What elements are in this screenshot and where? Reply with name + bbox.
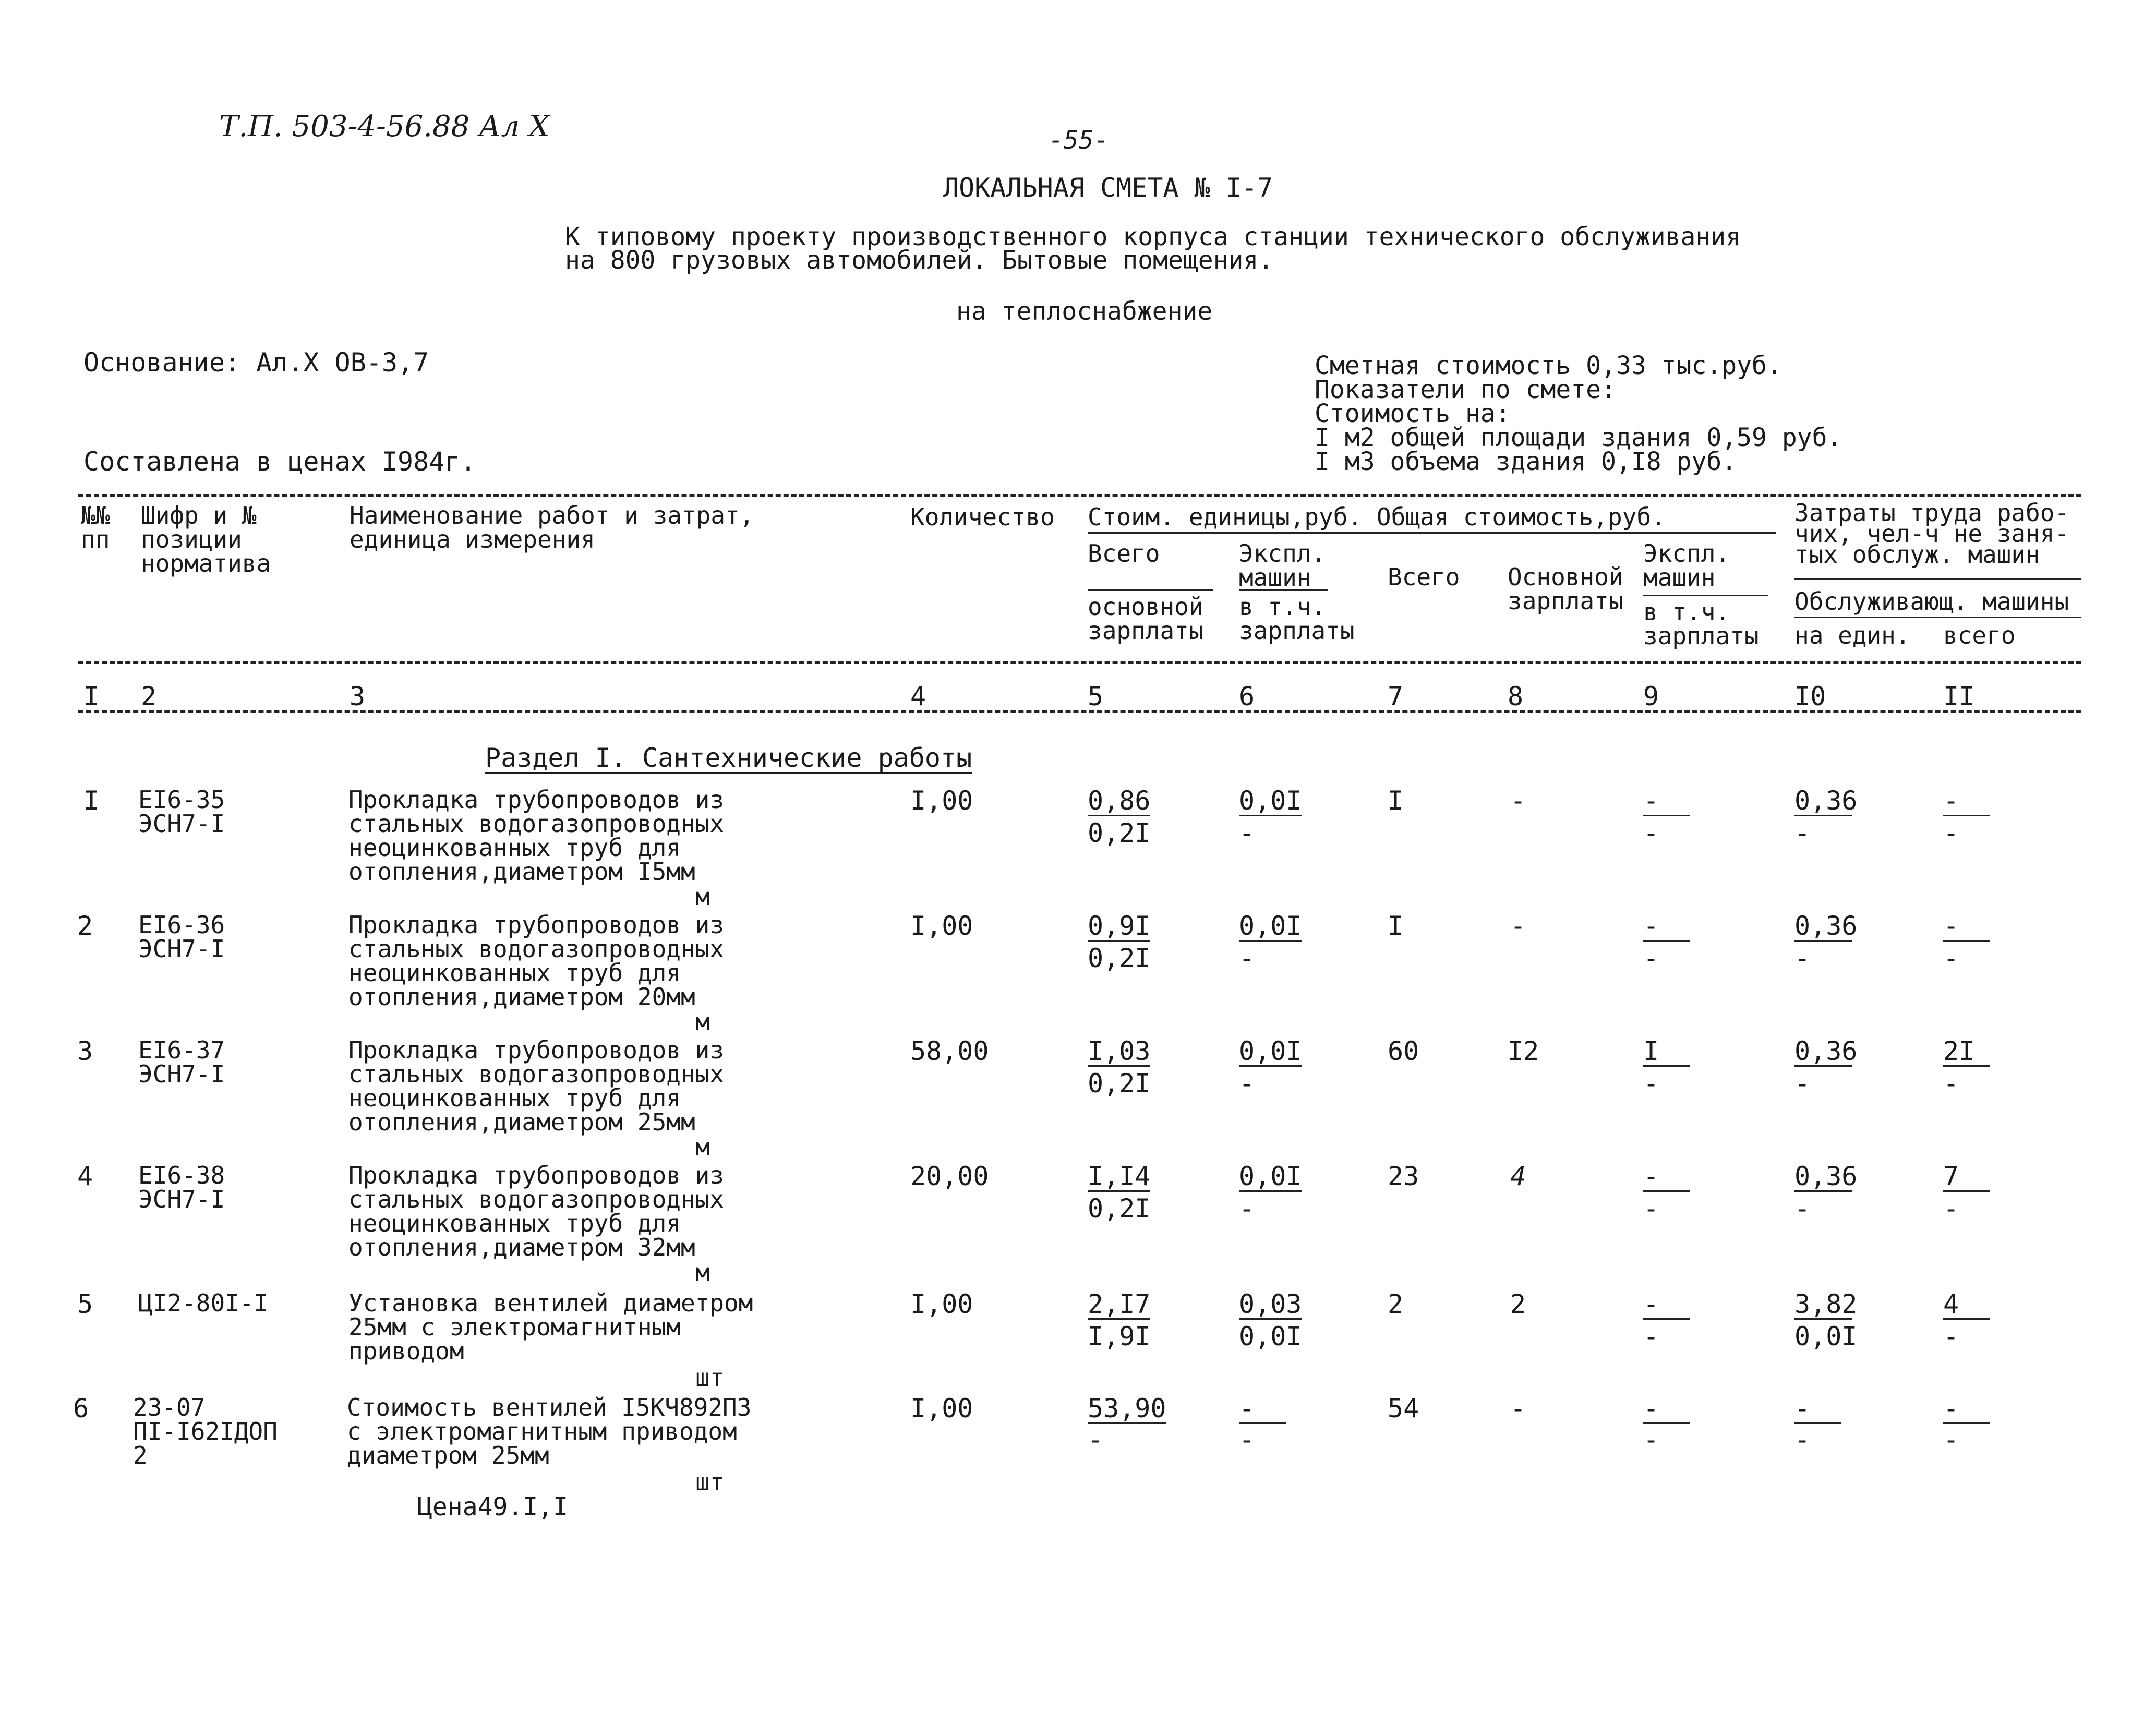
fraction-line: [1643, 1422, 1690, 1424]
total-machine-salary: -: [1643, 1425, 1659, 1455]
row-unit: шт: [695, 1364, 725, 1392]
unit-cost-salary: I,9I: [1088, 1321, 1151, 1352]
labor-per-unit-machine: -: [1794, 1068, 1811, 1099]
labor-per-unit-machine: 0,0I: [1794, 1321, 1858, 1352]
fraction-line: [1088, 1318, 1150, 1320]
fraction-line: [1943, 1422, 1990, 1424]
total-cost: 60: [1388, 1036, 1419, 1066]
total-machine: -: [1643, 1289, 1659, 1319]
col-header-code: Шифр и № позиции норматива: [141, 501, 271, 577]
row-code: ЦI2-80I-I: [138, 1289, 269, 1317]
col-number: 7: [1388, 681, 1404, 711]
col6-rule: [1239, 589, 1328, 591]
unit-cost-salary: 0,2I: [1088, 943, 1151, 973]
fraction-line: [1943, 1190, 1990, 1192]
total-salary: 2: [1510, 1289, 1526, 1319]
fraction-line: [1088, 1190, 1150, 1192]
row-unit: м: [695, 1258, 710, 1286]
labor-per-unit-machine: -: [1794, 943, 1811, 973]
unit-machine-salary: -: [1239, 1193, 1255, 1224]
total-cost: 23: [1388, 1161, 1419, 1191]
fraction-line: [1794, 1065, 1852, 1067]
col-header-11: всего: [1943, 621, 2016, 649]
col-header-5-bottom: основной зарплаты: [1088, 593, 1203, 645]
unit-cost-total: 0,9I: [1088, 911, 1151, 941]
fraction-line: [1643, 815, 1690, 816]
labor-per-unit-machine: -: [1794, 1193, 1811, 1224]
labor-total: 4: [1943, 1289, 1959, 1319]
row-number: 3: [77, 1036, 93, 1066]
fraction-line: [1943, 1065, 1990, 1067]
fraction-line: [1794, 1190, 1852, 1192]
unit-machine-cost: 0,0I: [1239, 1036, 1302, 1066]
subtitle-line-3: на теплоснабжение: [956, 297, 1213, 326]
col-header-10: на един.: [1794, 621, 1910, 649]
row-name: Стоимость вентилей I5КЧ892П3 с электромагнитным приводом диаметром 25мм: [347, 1393, 752, 1469]
row-qty: I,00: [910, 1289, 973, 1319]
total-machine: -: [1643, 786, 1659, 816]
fraction-line: [1794, 815, 1852, 816]
unit-machine-cost: 0,03: [1239, 1289, 1302, 1319]
fraction-line: [1239, 1190, 1302, 1192]
unit-cost-salary: 0,2I: [1088, 1068, 1151, 1099]
labor-per-unit: 0,36: [1794, 1161, 1858, 1191]
fraction-line: [1239, 1318, 1302, 1320]
row-unit: шт: [695, 1468, 725, 1496]
col-header-7: Всего: [1388, 563, 1460, 591]
row-name: Прокладка трубопроводов из стальных водогазопроводных неоцинкованных труб для отопления,диаметром 32мм: [348, 1161, 725, 1261]
subtitle-line-2: на 800 грузовых автомобилей. Бытовые помещения.: [565, 246, 1274, 275]
table-top-rule: [78, 494, 2081, 497]
labor-total-machine: -: [1943, 818, 1959, 848]
unit-machine-salary: -: [1239, 1068, 1255, 1099]
fraction-line: [1943, 815, 1990, 816]
row-number: 2: [77, 911, 93, 941]
labor-per-unit-machine: -: [1794, 1425, 1811, 1455]
unit-machine-salary: -: [1239, 943, 1255, 973]
unit-cost-total: 53,90: [1088, 1393, 1166, 1424]
unit-machine-cost: 0,0I: [1239, 786, 1302, 816]
col-number: 2: [141, 681, 157, 711]
labor-total-machine: -: [1943, 943, 1959, 973]
row-unit: м: [695, 1008, 710, 1036]
col-number: 9: [1643, 681, 1659, 711]
total-cost: I: [1388, 786, 1404, 816]
col-number: I0: [1794, 681, 1826, 711]
row-code: ЕI6-37 ЭСН7-I: [138, 1036, 225, 1088]
fraction-line: [1643, 1065, 1690, 1067]
labor-total-machine: -: [1943, 1193, 1959, 1224]
total-cost: 54: [1388, 1393, 1419, 1424]
unit-machine-salary: -: [1239, 1425, 1255, 1455]
fraction-line: [1794, 1422, 1841, 1424]
row-unit: м: [695, 883, 710, 911]
fraction-line: [1794, 940, 1852, 942]
total-machine-salary: -: [1643, 1068, 1659, 1099]
labor-sub-rule: [1794, 617, 2081, 618]
cost-line: Сметная стоимость 0,33 тыс.руб.: [1315, 351, 1782, 380]
fraction-line: [1239, 1422, 1286, 1424]
total-machine: I: [1643, 1036, 1659, 1066]
col-header-9-bottom: в т.ч. зарплаты: [1643, 598, 1759, 650]
fraction-line: [1088, 815, 1150, 816]
labor-total: 2I: [1943, 1036, 1975, 1066]
row-qty: 20,00: [910, 1161, 989, 1191]
total-machine-salary: -: [1643, 818, 1659, 848]
fraction-line: [1943, 940, 1990, 942]
unit-machine-cost: -: [1239, 1393, 1255, 1424]
unit-machine-cost: 0,0I: [1239, 911, 1302, 941]
col-number: 3: [350, 681, 366, 711]
subtitle-line-1: К типовому проекту производственного корпуса станции технического обслуживания: [565, 222, 1741, 251]
total-cost: 2: [1388, 1289, 1404, 1319]
fraction-line: [1239, 940, 1302, 942]
numbers-rule: [78, 710, 2081, 713]
row-number: 5: [77, 1289, 93, 1319]
col-number: 4: [910, 681, 926, 711]
col-header-9-top: Экспл. машин: [1643, 539, 1730, 592]
row-name: Прокладка трубопроводов из стальных водогазопроводных неоцинкованных труб для отопления,диаметром I5мм: [348, 786, 725, 886]
col-header-8: Основной зарплаты: [1508, 563, 1623, 615]
cost-group-rule: [1088, 532, 1776, 534]
page-title: ЛОКАЛЬНАЯ СМЕТА № I-7: [943, 173, 1273, 203]
fraction-line: [1943, 1318, 1990, 1320]
row-code: ЕI6-35 ЭСН7-I: [138, 786, 225, 838]
labor-per-unit: 0,36: [1794, 786, 1858, 816]
unit-machine-salary: 0,0I: [1239, 1321, 1302, 1352]
cost-line: I м3 объема здания 0,I8 руб.: [1315, 447, 1737, 476]
fraction-line: [1643, 940, 1690, 942]
unit-machine-cost: 0,0I: [1239, 1161, 1302, 1191]
col-header-n: №№ пп: [81, 501, 110, 553]
cost-line: Стоимость на:: [1315, 399, 1511, 428]
labor-per-unit: -: [1794, 1393, 1811, 1424]
row-qty: I,00: [910, 1393, 973, 1424]
row-name: Прокладка трубопроводов из стальных водогазопроводных неоцинкованных труб для отопления,диаметром 25мм: [348, 1036, 725, 1136]
total-salary: 4: [1510, 1161, 1526, 1191]
total-salary: -: [1510, 1393, 1526, 1424]
labor-total-machine: -: [1943, 1068, 1959, 1099]
total-machine: -: [1643, 1161, 1659, 1191]
total-salary: -: [1510, 911, 1526, 941]
col-number: 5: [1088, 681, 1104, 711]
col-header-6-top: Экспл. машин: [1239, 539, 1326, 592]
row-code: ЕI6-36 ЭСН7-I: [138, 911, 225, 963]
total-machine-salary: -: [1643, 1321, 1659, 1352]
row-code: ЕI6-38 ЭСН7-I: [138, 1161, 225, 1213]
total-machine: -: [1643, 911, 1659, 941]
fraction-line: [1088, 940, 1150, 942]
unit-cost-salary: -: [1088, 1425, 1104, 1455]
price-footnote: Цена49.I,I: [417, 1492, 568, 1522]
unit-cost-total: I,03: [1088, 1036, 1151, 1066]
col-header-name: Наименование работ и затрат, единица измерения: [350, 501, 754, 553]
total-salary: -: [1510, 786, 1526, 816]
section-title: Раздел I. Сантехнические работы: [485, 743, 972, 773]
col5-rule: [1088, 589, 1213, 591]
row-name: Установка вентилей диаметром 25мм с электромагнитным приводом: [348, 1289, 753, 1365]
fraction-line: [1239, 815, 1302, 816]
labor-total-machine: -: [1943, 1425, 1959, 1455]
labor-per-unit: 0,36: [1794, 1036, 1858, 1066]
fraction-line: [1088, 1065, 1150, 1067]
labor-total: 7: [1943, 1161, 1959, 1191]
total-salary: I2: [1508, 1036, 1539, 1066]
row-qty: I,00: [910, 786, 973, 816]
col9-rule: [1643, 595, 1768, 596]
row-number: 4: [77, 1161, 93, 1191]
labor-per-unit-machine: -: [1794, 818, 1811, 848]
row-unit: м: [695, 1133, 710, 1161]
row-number: I: [83, 786, 100, 816]
unit-cost-total: 2,I7: [1088, 1289, 1151, 1319]
unit-machine-salary: -: [1239, 818, 1255, 848]
labor-total-machine: -: [1943, 1321, 1959, 1352]
doc-code: Т.П. 503-4-56.88 Ал X: [219, 110, 550, 143]
fraction-line: [1794, 1318, 1852, 1320]
labor-group-rule: [1794, 578, 2081, 580]
row-code: 23-07 ПI-I62IДОП 2: [133, 1393, 278, 1469]
basis-text: Основание: Ал.X ОВ-3,7: [83, 347, 429, 378]
fraction-line: [1643, 1318, 1690, 1320]
labor-per-unit: 3,82: [1794, 1289, 1858, 1319]
cost-line: I м2 общей площади здания 0,59 руб.: [1315, 423, 1842, 452]
fraction-line: [1643, 1190, 1690, 1192]
prices-text: Составлена в ценах I984г.: [83, 447, 476, 477]
unit-cost-total: I,I4: [1088, 1161, 1151, 1191]
col-header-cost-group: Стоим. единицы,руб. Общая стоимость,руб.: [1088, 503, 1666, 531]
cost-line: Показатели по смете:: [1315, 375, 1616, 404]
row-number: 6: [73, 1393, 89, 1424]
fraction-line: [1239, 1065, 1302, 1067]
labor-total: -: [1943, 1393, 1959, 1424]
total-machine: -: [1643, 1393, 1659, 1424]
labor-total: -: [1943, 911, 1959, 941]
header-bottom-rule: [78, 661, 2081, 664]
col-header-5-top: Всего: [1088, 539, 1160, 568]
total-machine-salary: -: [1643, 943, 1659, 973]
row-qty: I,00: [910, 911, 973, 941]
labor-per-unit: 0,36: [1794, 911, 1858, 941]
col-number: 8: [1508, 681, 1524, 711]
total-machine-salary: -: [1643, 1193, 1659, 1224]
col-header-labor-group: Затраты труда рабо- чих, чел-ч не заня- тых обслуж. машин: [1794, 499, 2069, 569]
col-header-6-bottom: в т.ч. зарплаты: [1239, 593, 1355, 645]
page-number: -55-: [1049, 126, 1109, 155]
col-number: 6: [1239, 681, 1255, 711]
unit-cost-salary: 0,2I: [1088, 818, 1151, 848]
fraction-line: [1088, 1422, 1166, 1424]
labor-total: -: [1943, 786, 1959, 816]
col-header-qty: Количество: [910, 503, 1055, 531]
col-number: I: [83, 681, 100, 711]
col-header-labor-sub: Обслуживающ. машины: [1794, 587, 2069, 616]
row-qty: 58,00: [910, 1036, 989, 1066]
total-cost: I: [1388, 911, 1404, 941]
unit-cost-salary: 0,2I: [1088, 1193, 1151, 1224]
unit-cost-total: 0,86: [1088, 786, 1151, 816]
col-number: II: [1943, 681, 1975, 711]
row-name: Прокладка трубопроводов из стальных водогазопроводных неоцинкованных труб для отопления,диаметром 20мм: [348, 911, 725, 1011]
